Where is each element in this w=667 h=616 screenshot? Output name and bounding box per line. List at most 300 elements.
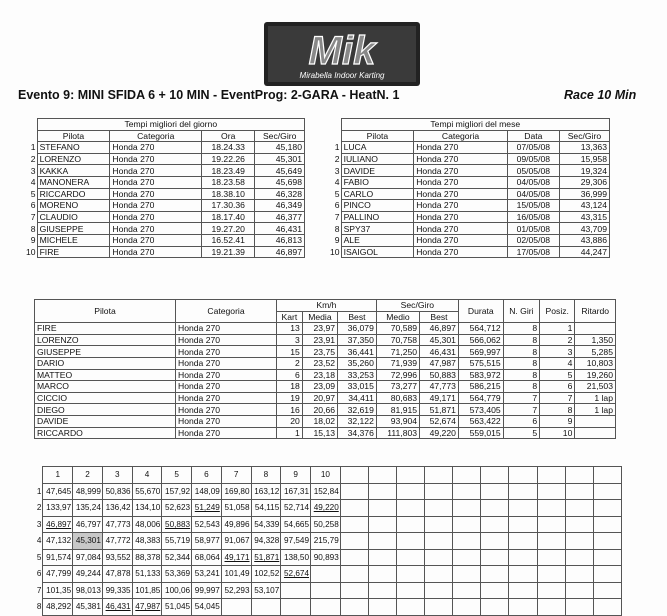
position-cell: 1 [540,323,575,335]
best-speed-cell: 36,441 [338,346,377,358]
lap-column-header: 10 [311,467,341,484]
lap-time-cell: 48,999 [73,483,103,500]
empty-cell [509,566,537,583]
best-lap-cell: 51,871 [420,404,459,416]
lap-time-cell: 47,799 [43,566,73,583]
category-cell: Honda 270 [176,381,277,393]
rank-cell: 4 [334,177,340,188]
avg-speed-cell: 15,13 [302,427,337,439]
empty-cell [593,516,621,533]
position-cell: 8 [540,404,575,416]
empty-cell [425,599,453,616]
pilot-cell: CICCIO [35,392,176,404]
day-best-table [24,118,305,258]
best-lap-cell: 45,301 [420,334,459,346]
rank-cell: 8 [334,223,340,234]
kart-cell: 18 [277,381,303,393]
avg-speed-cell: 23,75 [302,346,337,358]
lap-time-cell: 46,797 [73,516,103,533]
column-header: Data [507,130,559,142]
rank-cell: 8 [30,223,36,234]
avg-lap-cell: 93,904 [376,415,419,427]
empty-cell [565,533,593,550]
lap-time-cell: 68,064 [192,549,222,566]
time-cell: 02/05/08 [507,234,559,246]
category-cell: Honda 270 [414,246,508,258]
table-row [24,200,305,212]
rank-cell: 4 [30,177,36,188]
rank-cell: 5 [30,188,36,199]
lap-time-cell: 215,79 [311,533,341,550]
empty-cell [368,582,396,599]
empty-cell [565,566,593,583]
best-lap-cell: 49,220 [420,427,459,439]
lap-time-cell: 138,50 [281,549,311,566]
blank-cell [328,130,341,142]
category-cell: Honda 270 [414,223,508,235]
time-cell: 01/05/08 [507,223,559,235]
time-cell: 17/05/08 [507,246,559,258]
lap-time-cell: 36,999 [559,188,609,200]
lap-time-cell: 49,171 [221,549,251,566]
empty-cell [425,533,453,550]
duration-cell: 569,997 [458,346,503,358]
lap-time-cell: 169,80 [221,483,251,500]
laps-count-cell: 7 [503,392,539,404]
avg-lap-cell: 70,589 [376,323,419,335]
empty-cell [565,582,593,599]
laps-count-cell: 7 [503,404,539,416]
empty-cell [425,516,453,533]
category-cell: Honda 270 [110,188,202,200]
duration-cell: 575,515 [458,357,503,369]
column-header: Categoria [414,130,508,142]
lap-row [32,549,622,566]
empty-cell [368,566,396,583]
empty-cell [481,599,509,616]
time-cell: 18.38.10 [202,188,255,200]
lap-time-cell: 94,328 [251,533,281,550]
lap-time-cell: 29,306 [559,176,609,188]
avg-speed-cell: 20,66 [302,404,337,416]
avg-lap-cell: 71,250 [376,346,419,358]
position-cell: 6 [540,381,575,393]
rank-cell: 3 [334,165,340,176]
lap-time-cell: 133,97 [43,500,73,517]
lap-time-cell: 52,674 [281,566,311,583]
time-cell: 09/05/08 [507,153,559,165]
lap-column-header: 6 [192,467,222,484]
pilot-cell: DIEGO [35,404,176,416]
lap-time-cell: 99,997 [192,582,222,599]
result-row [35,346,616,358]
empty-cell [396,549,424,566]
best-lap-cell: 47,773 [420,381,459,393]
duration-cell: 564,779 [458,392,503,404]
gap-cell: 19,260 [575,369,616,381]
lap-time-cell: 45,301 [73,533,103,550]
time-cell: 04/05/08 [507,188,559,200]
kart-cell: 2 [277,357,303,369]
category-cell: Honda 270 [110,165,202,177]
avg-lap-cell: 70,758 [376,334,419,346]
lap-column-header: 3 [102,467,132,484]
position-cell: 4 [540,357,575,369]
duration-cell: 559,015 [458,427,503,439]
time-cell: 19.27.20 [202,223,255,235]
pilot-cell: GIUSEPPE [37,223,110,235]
empty-cell [368,467,396,484]
empty-cell [453,549,481,566]
empty-cell [565,599,593,616]
empty-cell [396,516,424,533]
column-header: Media [302,311,337,323]
result-row [35,392,616,404]
empty-cell [481,500,509,517]
lap-column-header: 7 [221,467,251,484]
time-cell: 18.17.40 [202,211,255,223]
rank-cell: 3 [30,165,36,176]
empty-cell [340,533,368,550]
category-cell: Honda 270 [176,346,277,358]
empty-cell [509,516,537,533]
lap-time-cell: 52,293 [221,582,251,599]
lap-time-cell [281,599,311,616]
time-cell: 16.52.41 [202,234,255,246]
laps-count-cell: 8 [503,369,539,381]
gap-cell: 10,803 [575,357,616,369]
position-cell: 7 [540,392,575,404]
category-cell: Honda 270 [176,404,277,416]
empty-cell [481,467,509,484]
laps-count-cell: 8 [503,323,539,335]
category-cell: Honda 270 [176,392,277,404]
empty-cell [425,467,453,484]
lap-time-cell: 93,552 [102,549,132,566]
gap-cell: 1 lap [575,392,616,404]
position-cell: 5 [540,369,575,381]
empty-cell [368,483,396,500]
result-row [35,381,616,393]
kart-cell: 1 [277,427,303,439]
table-row [328,153,610,165]
empty-cell [396,566,424,583]
pilot-cell: LORENZO [35,334,176,346]
lap-time-cell: 163,12 [251,483,281,500]
table-row [24,188,305,200]
empty-cell [368,533,396,550]
table-row [24,223,305,235]
pilot-cell: FIRE [35,323,176,335]
pilot-cell: LUCA [341,142,414,154]
rank-cell: 1 [334,142,340,153]
column-header: Categoria [176,300,277,323]
empty-cell [340,483,368,500]
pilot-cell: IULIANO [341,153,414,165]
empty-cell [425,549,453,566]
lap-column-header: 2 [73,467,103,484]
lap-time-cell: 47,878 [102,566,132,583]
empty-cell [340,500,368,517]
lap-time-cell: 46,377 [255,211,305,223]
pilot-cell: PINCO [341,200,414,212]
rank-cell: 5 [334,188,340,199]
blank-cell [24,130,37,142]
table-row [328,234,610,246]
lap-time-cell: 15,958 [559,153,609,165]
duration-cell: 586,215 [458,381,503,393]
empty-cell [593,533,621,550]
empty-cell [453,582,481,599]
empty-cell [340,549,368,566]
empty-cell [425,500,453,517]
avg-lap-cell: 72,996 [376,369,419,381]
lap-time-cell: 51,058 [221,500,251,517]
table-row [328,211,610,223]
time-cell: 19.22.26 [202,153,255,165]
lap-time-cell: 53,107 [251,582,281,599]
lap-time-cell: 48,292 [43,599,73,616]
rank-cell: 2 [30,154,36,165]
rank-cell: 10 [26,246,36,257]
empty-cell [565,500,593,517]
lap-time-cell: 45,698 [255,176,305,188]
table-row [24,211,305,223]
empty-cell [565,483,593,500]
column-header: Categoria [110,130,202,142]
lap-time-cell [311,566,341,583]
lap-time-cell: 47,773 [102,516,132,533]
empty-cell [481,566,509,583]
lap-row-number: 2 [36,503,42,513]
empty-cell [565,549,593,566]
kart-cell: 13 [277,323,303,335]
empty-cell [537,582,565,599]
gap-cell: 21,503 [575,381,616,393]
results-table [34,299,616,439]
pilot-cell: ISAIGOL [341,246,414,258]
table-caption: Tempi migliori del giorno [37,119,304,131]
column-header: Sec/Giro [255,130,305,142]
category-cell: Honda 270 [176,369,277,381]
position-cell: 2 [540,334,575,346]
column-header: Medio [376,311,419,323]
rank-cell: 7 [334,212,340,223]
empty-cell [453,500,481,517]
gap-cell: 1 lap [575,404,616,416]
empty-cell [340,599,368,616]
category-cell: Honda 270 [414,200,508,212]
empty-cell [593,467,621,484]
time-cell: 17.30.36 [202,200,255,212]
best-lap-cell: 46,431 [420,346,459,358]
best-speed-cell: 37,350 [338,334,377,346]
pilot-cell: MANONERA [37,176,110,188]
lap-time-cell: 44,247 [559,246,609,258]
group-header-row [35,300,616,312]
time-cell: 16/05/08 [507,211,559,223]
lap-time-cell [311,599,341,616]
empty-cell [340,516,368,533]
lap-time-cell: 46,349 [255,200,305,212]
pilot-cell: CARLO [341,188,414,200]
column-header: Pilota [37,130,110,142]
lap-time-cell: 97,084 [73,549,103,566]
empty-cell [368,599,396,616]
avg-lap-cell: 73,277 [376,381,419,393]
laps-count-cell: 6 [503,415,539,427]
lap-time-cell: 48,383 [132,533,162,550]
lap-row [32,566,622,583]
lap-time-cell: 45,649 [255,165,305,177]
duration-cell: 573,405 [458,404,503,416]
category-cell: Honda 270 [176,357,277,369]
empty-cell [481,582,509,599]
category-cell: Honda 270 [110,223,202,235]
empty-cell [453,483,481,500]
empty-cell [396,533,424,550]
lap-time-cell: 48,006 [132,516,162,533]
time-cell: 04/05/08 [507,176,559,188]
lap-time-cell: 43,886 [559,234,609,246]
category-cell: Honda 270 [110,211,202,223]
kart-cell: 20 [277,415,303,427]
category-cell: Honda 270 [414,176,508,188]
empty-cell [396,582,424,599]
empty-cell [453,467,481,484]
column-header: Ora [202,130,255,142]
empty-cell [340,582,368,599]
duration-cell: 583,972 [458,369,503,381]
empty-cell [537,566,565,583]
best-speed-cell: 36,079 [338,323,377,335]
empty-cell [396,500,424,517]
category-cell: Honda 270 [110,176,202,188]
empty-cell [509,483,537,500]
result-row [35,404,616,416]
empty-cell [509,549,537,566]
empty-cell [453,533,481,550]
avg-speed-cell: 23,09 [302,381,337,393]
lap-time-cell: 135,24 [73,500,103,517]
lap-time-cell: 46,328 [255,188,305,200]
pilot-cell: LORENZO [37,153,110,165]
best-lap-cell: 47,987 [420,357,459,369]
empty-cell [453,599,481,616]
lap-time-cell: 45,381 [73,599,103,616]
lap-row-number: 4 [36,536,42,546]
result-row [35,369,616,381]
empty-cell [340,467,368,484]
empty-cell [509,533,537,550]
empty-cell [368,549,396,566]
column-header: Sec/Giro [559,130,609,142]
duration-cell: 563,422 [458,415,503,427]
result-row [35,323,616,335]
empty-cell [593,549,621,566]
empty-cell [537,516,565,533]
empty-cell [396,599,424,616]
lap-time-cell [221,599,251,616]
lap-time-cell: 55,670 [132,483,162,500]
category-cell: Honda 270 [110,246,202,258]
lap-time-cell: 46,897 [255,246,305,258]
avg-speed-cell: 20,97 [302,392,337,404]
lap-time-cell: 100,06 [162,582,192,599]
avg-speed-cell: 23,97 [302,323,337,335]
lap-time-cell: 101,49 [221,566,251,583]
empty-cell [425,483,453,500]
empty-cell [593,566,621,583]
lap-time-cell: 157,92 [162,483,192,500]
lap-time-cell: 45,301 [255,153,305,165]
lap-times-table [32,466,622,616]
gap-cell [575,427,616,439]
empty-cell [396,483,424,500]
lap-time-cell: 88,378 [132,549,162,566]
lap-time-cell: 19,324 [559,165,609,177]
lap-time-cell: 51,045 [162,599,192,616]
pilot-cell: SPY37 [341,223,414,235]
pilot-cell: MARCO [35,381,176,393]
empty-cell [481,516,509,533]
lap-time-cell: 46,897 [43,516,73,533]
blank-cell [32,467,43,484]
column-header: Ritardo [575,300,616,323]
lap-time-cell: 98,013 [73,582,103,599]
time-cell: 19.21.39 [202,246,255,258]
table-row [328,223,610,235]
empty-cell [537,483,565,500]
lap-time-cell: 152,84 [311,483,341,500]
column-header: Best [420,311,459,323]
avg-lap-cell: 71,939 [376,357,419,369]
laps-count-cell: 8 [503,357,539,369]
laps-count-cell: 5 [503,427,539,439]
lap-time-cell: 49,896 [221,516,251,533]
lap-time-cell: 55,719 [162,533,192,550]
lap-time-cell: 53,369 [162,566,192,583]
lap-time-cell: 54,665 [281,516,311,533]
empty-cell [537,500,565,517]
time-cell: 18.23.58 [202,176,255,188]
empty-cell [453,566,481,583]
blank-cell [328,119,341,131]
category-cell: Honda 270 [110,153,202,165]
lap-row [32,500,622,517]
lap-row [32,582,622,599]
header-row [328,130,610,142]
empty-cell [368,516,396,533]
logo-subtitle: Mirabella Indoor Karting [299,71,385,80]
empty-cell [593,483,621,500]
lap-row-number: 6 [36,569,42,579]
category-cell: Honda 270 [176,323,277,335]
group-header: Km/h [277,300,377,312]
best-speed-cell: 32,619 [338,404,377,416]
rank-cell: 2 [334,154,340,165]
pilot-cell: DAVIDE [341,165,414,177]
lap-time-cell: 101,35 [43,582,73,599]
category-cell: Honda 270 [414,165,508,177]
column-header: Pilota [341,130,414,142]
best-speed-cell: 33,015 [338,381,377,393]
lap-row [32,516,622,533]
table-row [24,153,305,165]
best-lap-cell: 50,883 [420,369,459,381]
laps-count-cell: 8 [503,334,539,346]
best-lap-cell: 49,171 [420,392,459,404]
